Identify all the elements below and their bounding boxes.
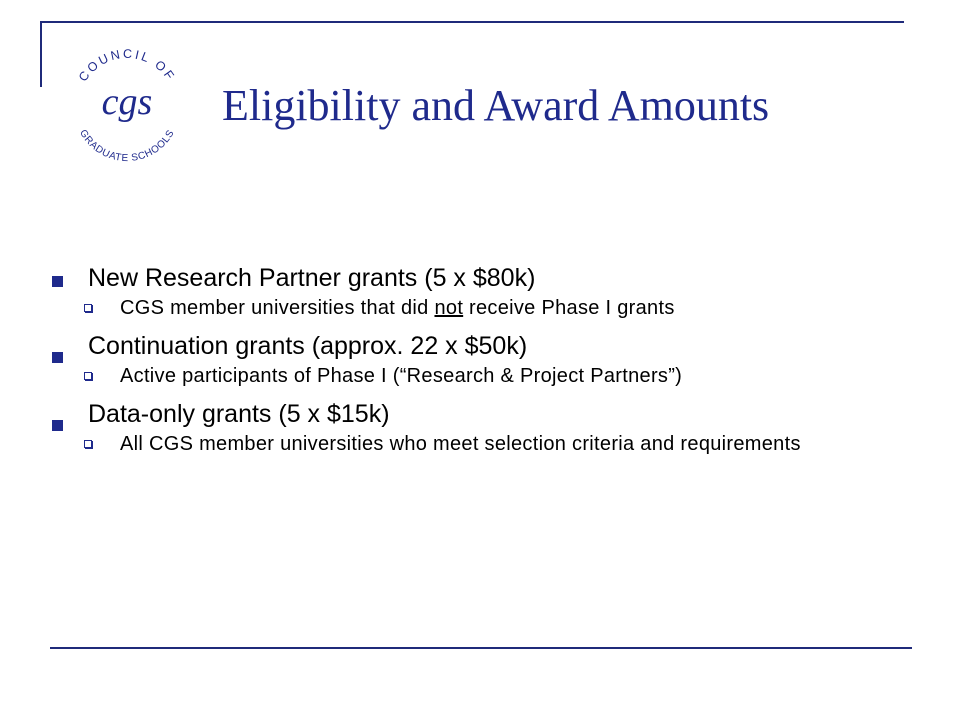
svg-text:GRADUATE SCHOOLS [77,128,177,164]
underlined-word: not [434,297,464,319]
top-rule [40,21,904,23]
hollow-square-bullet-icon [84,440,92,448]
logo-ring-top-text: COUNCIL OF [75,46,179,85]
square-bullet-icon [52,352,63,363]
cgs-logo [62,40,192,170]
bullet-item [50,330,880,362]
hollow-square-bullet-icon [84,304,92,312]
sub-bullet-item [50,364,880,388]
svg-text:COUNCIL OF [76,47,178,84]
bottom-rule [50,647,912,649]
bullet-text: Continuation grants (approx. 22 x $50k) [88,332,528,360]
bullet-list [50,256,880,466]
sub-bullet-text-part: receive Phase I grants [463,297,675,319]
bullet-item [50,398,880,430]
bullet-item [50,256,880,294]
bullet-text: New Research Partner grants (5 x $80k) [88,264,536,292]
logo-monogram: cgs [101,81,153,123]
left-rule [40,21,42,87]
sub-bullet-text: All CGS member universities who meet selection criteria and requirements [120,433,801,455]
hollow-square-bullet-icon [84,372,92,380]
sub-bullet-item [50,432,880,456]
slide-title: Eligibility and Award Amounts [222,81,770,130]
square-bullet-icon [52,420,63,431]
sub-bullet-item [50,296,880,320]
bullet-text: Data-only grants (5 x $15k) [88,400,390,428]
logo-ring-bottom-text: GRADUATE SCHOOLS [77,127,177,165]
sub-bullet-text-part: CGS member universities that did [120,297,435,319]
sub-bullet-text: Active participants of Phase I (“Research & Project Partners”) [120,365,683,387]
square-bullet-icon [52,276,63,287]
